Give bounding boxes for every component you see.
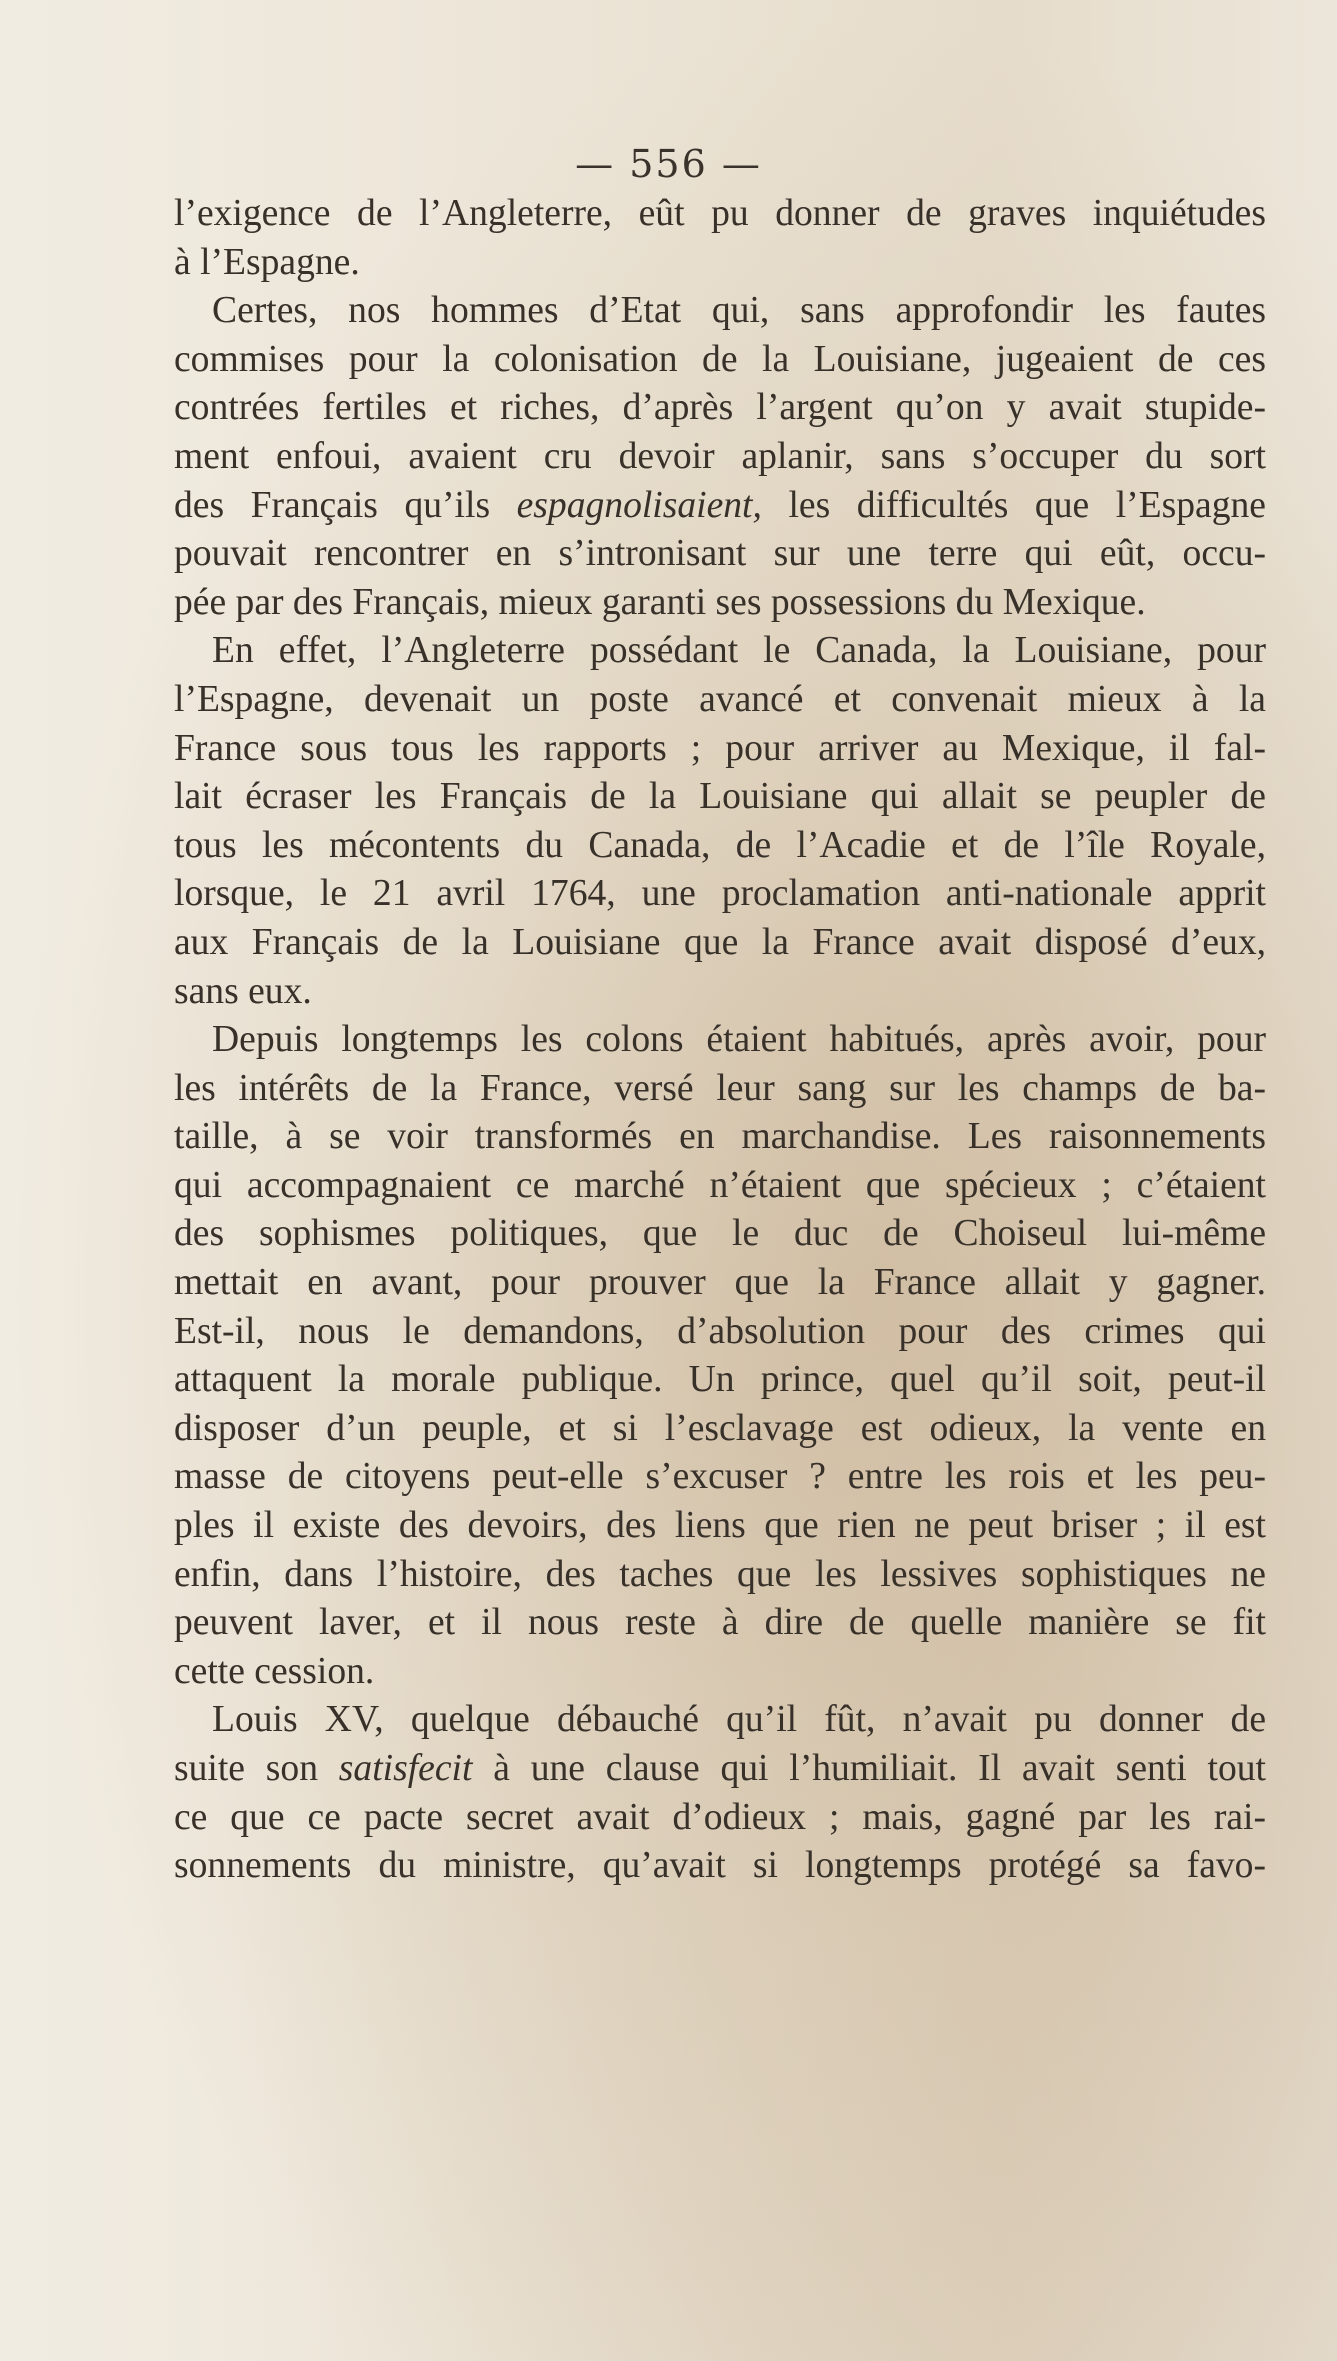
text-line: pée par des Français, mieux garanti ses possessions du Mexique. — [174, 581, 1146, 623]
text-line: ment enfoui, avaient cru devoir aplanir, sans s’occuper du sort — [174, 435, 1266, 477]
body-text — [174, 190, 1266, 1891]
text-line: à l’Espagne. — [174, 241, 360, 283]
text-line: attaquent la morale publique. Un prince, quel qu’il soit, peut-il — [174, 1359, 1266, 1401]
text-line: disposer d’un peuple, et si l’esclavage est odieux, la vente en — [174, 1407, 1266, 1449]
text-line: pouvait rencontrer en s’intronisant sur une terre qui eût, occu- — [174, 533, 1266, 575]
text-line: peuvent laver, et il nous reste à dire de quelle manière se fit — [174, 1602, 1266, 1644]
text-line: Louis XV, quelque débauché qu’il fût, n’avait pu donner de — [212, 1699, 1266, 1741]
text-line: tous les mécontents du Canada, de l’Acadie et de l’île Royale, — [174, 824, 1266, 866]
text-line: Certes, nos hommes d’Etat qui, sans approfondir les fautes — [212, 290, 1266, 332]
text-line: des Français qu’ils espagnolisaient, les difficultés que l’Espagne — [174, 484, 1266, 526]
text-line: qui accompagnaient ce marché n’étaient que spécieux ; c’étaient — [174, 1164, 1266, 1206]
text-line: taille, à se voir transformés en marchandise. Les raisonnements — [174, 1116, 1266, 1158]
text-line: commises pour la colonisation de la Louisiane, jugeaient de ces — [174, 338, 1266, 380]
text-line: masse de citoyens peut-elle s’excuser ? entre les rois et les peu- — [174, 1456, 1266, 1498]
text-line: les intérêts de la France, versé leur sang sur les champs de ba- — [174, 1067, 1266, 1109]
page-number: — 556 — — [575, 142, 762, 186]
text-line: ce que ce pacte secret avait d’odieux ; mais, gagné par les rai- — [174, 1796, 1266, 1838]
text-line: suite son satisfecit à une clause qui l’humiliait. Il avait senti tout — [174, 1748, 1266, 1789]
text-line: cette cession. — [174, 1650, 375, 1692]
text-line: l’exigence de l’Angleterre, eût pu donner de graves inquiétudes — [174, 193, 1266, 234]
italic-word: satisfecit — [338, 1748, 473, 1789]
text-line: lorsque, le 21 avril 1764, une proclamation anti-nationale apprit — [174, 873, 1266, 915]
text-line: enfin, dans l’histoire, des taches que les lessives sophistiques ne — [174, 1553, 1266, 1595]
text-line: des sophismes politiques, que le duc de Choiseul lui-même — [174, 1213, 1266, 1255]
text-line: Depuis longtemps les colons étaient habitués, après avoir, pour — [212, 1019, 1266, 1061]
text-line: contrées fertiles et riches, d’après l’argent qu’on y avait stupide- — [174, 387, 1266, 429]
text-line: En effet, l’Angleterre possédant le Canada, la Louisiane, pour — [212, 630, 1266, 672]
text-line: lait écraser les Français de la Louisiane qui allait se peupler de — [174, 776, 1266, 818]
text-line: France sous tous les rapports ; pour arriver au Mexique, il fal- — [174, 727, 1266, 769]
text-line: ples il existe des devoirs, des liens que rien ne peut briser ; il est — [174, 1505, 1266, 1547]
text-line: aux Français de la Louisiane que la France avait disposé d’eux, — [174, 921, 1266, 963]
text-line: mettait en avant, pour prouver que la France allait y gagner. — [174, 1262, 1266, 1304]
italic-word: espagnolisaient, — [516, 484, 762, 526]
text-line: sans eux. — [174, 970, 312, 1012]
text-line: sonnements du ministre, qu’avait si longtemps protégé sa favo- — [174, 1845, 1266, 1887]
text-line: l’Espagne, devenait un poste avancé et convenait mieux à la — [174, 678, 1266, 720]
text-line: Est-il, nous le demandons, d’absolution pour des crimes qui — [174, 1310, 1266, 1352]
